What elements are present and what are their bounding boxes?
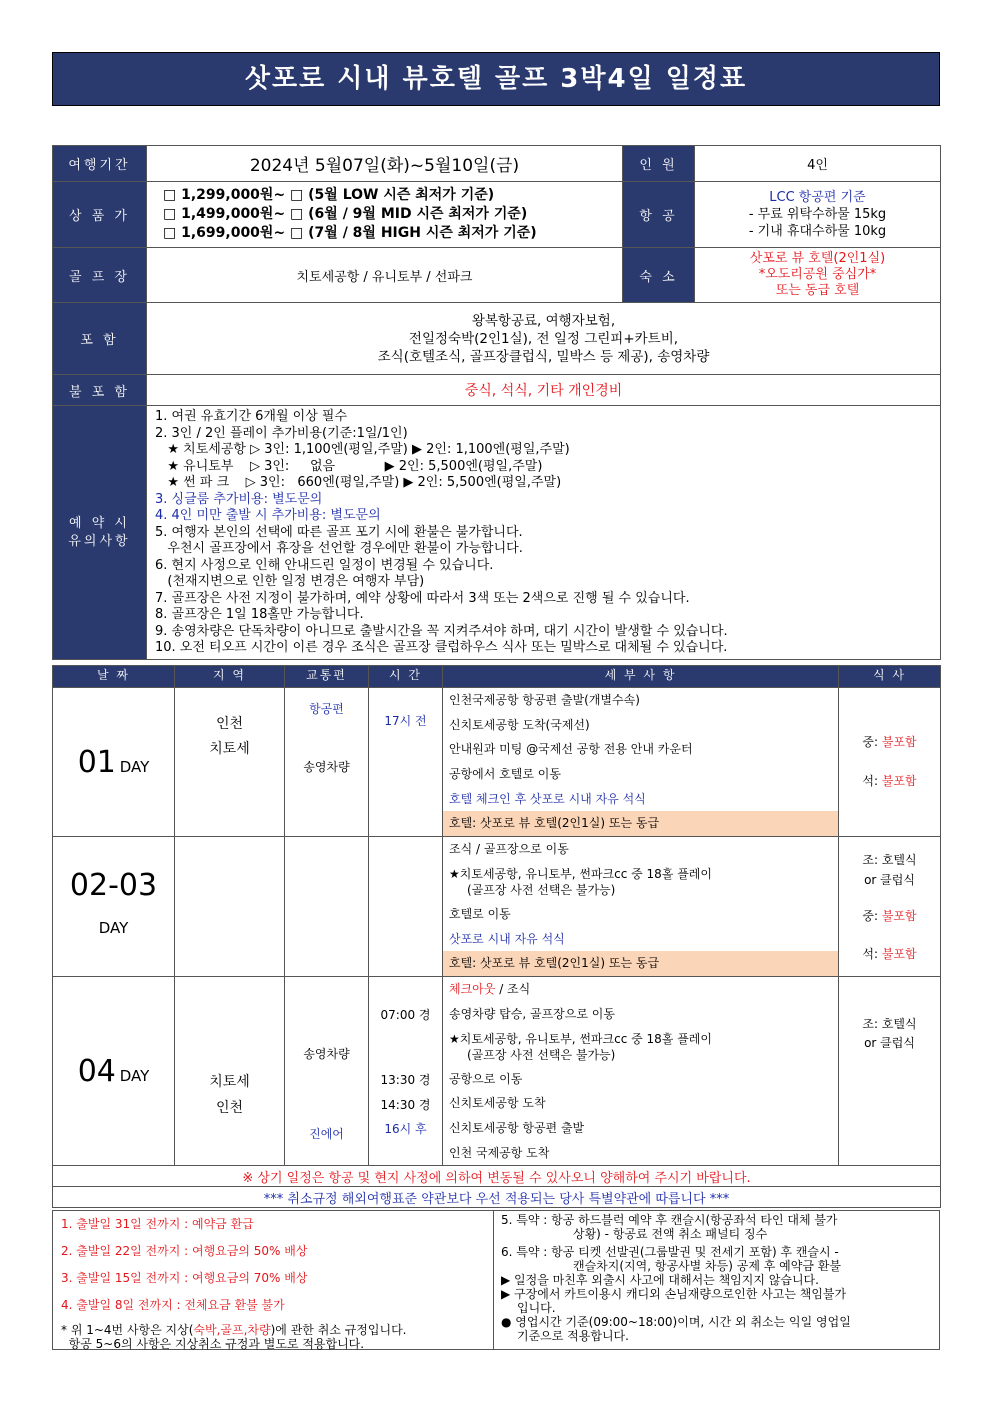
- detail-line: 조식 / 골프장으로 이동: [449, 842, 569, 857]
- day1-transport-2: 송영차량: [303, 760, 350, 774]
- note-item: 5. 여행자 본인의 선택에 따른 골프 포기 시에 환불은 불가합니다.: [155, 524, 523, 540]
- note-item: 1. 여권 유효기간 6개월 이상 필수: [155, 409, 348, 424]
- meal-dinner: [839, 944, 940, 964]
- disclaimer: ▶ 구장에서 카트이용시 캐디외 손님재량으로인한 사고는 책임불가: [501, 1287, 847, 1301]
- day4-unit: DAY: [119, 1066, 150, 1085]
- meal-breakfast-alt: or 클럽식: [864, 1036, 915, 1051]
- day2-row: [53, 837, 941, 977]
- day2-meals: [839, 837, 941, 977]
- detail-line: 공항에서 호텔로 이동: [449, 767, 561, 782]
- golf-value: 치토세공항 / 유니토부 / 선파크: [147, 248, 623, 303]
- day1-row: [53, 688, 941, 837]
- meal-dinner-label: 석:: [862, 946, 882, 961]
- disclaimer-cont: 입니다.: [517, 1301, 556, 1315]
- detail-line: 인천 국제공항 도착: [449, 1145, 550, 1160]
- footnote-c: )에 관한 취소 규정입니다.: [270, 1323, 407, 1337]
- page-title: 삿포로 시내 뷰호텔 골프 3박4일 일정표: [52, 52, 940, 106]
- col-time: 시 간: [369, 666, 443, 688]
- cancel-right: [501, 1213, 931, 1343]
- day1-unit: DAY: [119, 757, 150, 776]
- note-item: 4. 4인 미만 출발 시 추가비용: 별도문의: [155, 508, 381, 523]
- meal-dinner: [839, 762, 940, 801]
- include-info: [147, 303, 941, 375]
- note-item: 우천시 골프장에서 휴장을 선언할 경우에만 환불이 가능합니다.: [155, 541, 523, 556]
- include-line-1: 왕복항공료, 여행자보험,: [471, 312, 616, 329]
- include-line-3: 조식(호텔조식, 골프장클럽식, 밀박스 등 제공), 송영차량: [377, 348, 710, 365]
- include-line-2: 전일정숙박(2인1실), 전 일정 그린피+카트비,: [408, 330, 679, 347]
- day4-meals: [839, 977, 941, 1166]
- meal-breakfast: 조: 호텔식: [862, 1017, 917, 1032]
- day4-region-2: 인천: [215, 1100, 244, 1117]
- detail-line: 호텔로 이동: [449, 906, 511, 921]
- golf-label: 골 프 장: [53, 248, 147, 303]
- time-airport-arrive: 14:30 경: [380, 1097, 431, 1112]
- schedule-table: [52, 665, 941, 1208]
- footnote-b: 숙박,골프,차량: [193, 1323, 271, 1337]
- day4-transport-1: 송영차량: [303, 1047, 350, 1062]
- special-terms-cont: 캔슬차지(지역, 항공사별 차등) 공제 후 예약금 환불: [573, 1259, 841, 1273]
- disclaimer: ▶ 일정을 마친후 외출시 사고에 대해서는 책임지지 않습니다.: [501, 1273, 819, 1287]
- meal-dinner-value: 불포함: [881, 774, 917, 789]
- note-item: 10. 오전 티오프 시간이 이른 경우 조식은 골프장 클럽하우스 식사 또는 밀박스로 대체될 수 있습니다.: [155, 640, 728, 655]
- day2-transport: [285, 837, 369, 977]
- air-line-1: LCC 항공편 기준: [769, 190, 866, 205]
- note-item: 6. 현지 사정으로 인해 안내드린 일정이 변경될 수 있습니다.: [155, 557, 494, 573]
- cancel-footnote: [61, 1323, 541, 1351]
- special-terms: 6. 특약 : 항공 티켓 선발권(그룹발권 및 전세기 포함) 후 캔슬시 -: [501, 1245, 839, 1259]
- meal-dinner-label: 석:: [862, 774, 882, 789]
- special-terms: 5. 특약 : 항공 하드블럭 예약 후 캔슬시(항공좌석 타인 대체 불가: [501, 1213, 838, 1227]
- detail-golf-note: (골프장 사전 선택은 불가능): [467, 882, 616, 897]
- meal-dinner-value: 불포함: [881, 946, 917, 961]
- note-item: 3. 싱글룸 추가비용: 별도문의: [155, 491, 323, 507]
- footnote-2: 항공 5~6의 사항은 지상취소 규정과 별도로 적용합니다.: [61, 1337, 365, 1351]
- detail-line: 안내원과 미팅 @국제선 공항 전용 안내 카운터: [449, 742, 693, 757]
- detail-line: [443, 977, 838, 1002]
- detail-line: [443, 862, 838, 902]
- meal-lunch-label: 중:: [862, 735, 882, 750]
- detail-line: 인천국제공항 항공편 출발(개별수속): [449, 693, 640, 707]
- detail-line: [443, 1027, 838, 1067]
- time-depart: 16시 후: [384, 1122, 427, 1137]
- divider: [493, 1211, 494, 1349]
- notes-list: [147, 406, 941, 660]
- day4-transport: [285, 977, 369, 1166]
- day1-number: 01: [77, 744, 116, 780]
- include-label: 포 함: [53, 303, 147, 375]
- day4-region: [175, 977, 285, 1166]
- note-item: 9. 송영차량은 단독차량이 아니므로 출발시간을 꼭 지켜주셔야 하며, 대기 시간이 발생할 수 있습니다.: [155, 623, 728, 639]
- col-date: 날 짜: [53, 666, 175, 688]
- exclude-value: 중식, 석식, 기타 개인경비: [147, 375, 941, 406]
- day4-time: [369, 977, 443, 1166]
- notes-label-line-1: 예 약 시: [69, 515, 130, 531]
- day2-number: 02-03: [69, 867, 158, 903]
- day2-time: [369, 837, 443, 977]
- air-label: 항 공: [623, 182, 695, 248]
- day1-region-1: 인천: [215, 716, 244, 732]
- note-item: 2. 3인 / 2인 플레이 추가비용(기준:1일/1인): [155, 425, 408, 441]
- day1-label: [53, 688, 175, 837]
- note-item: (천재지변으로 인한 일정 변경은 여행자 부담): [155, 574, 425, 589]
- meal-breakfast-alt: or 클럽식: [864, 872, 915, 887]
- detail-line: 호텔 체크인 후 삿포로 시내 자유 석식: [449, 791, 646, 806]
- footnote-a: * 위 1~4번 사항은 지상(: [61, 1323, 194, 1337]
- meal-lunch-value: 불포함: [881, 735, 917, 750]
- detail-line: 신치토세공항 도착(국제선): [449, 717, 590, 732]
- air-info: [695, 182, 941, 248]
- day1-transport-1: 항공편: [309, 702, 344, 716]
- people-label: 인 원: [623, 146, 695, 182]
- cancel-rule: 1. 출발일 31일 전까지 : 예약금 환급: [61, 1217, 254, 1231]
- business-hours-cont: 기준으로 적용합니다.: [517, 1329, 629, 1343]
- info-table: [52, 145, 941, 660]
- meal-lunch: [839, 723, 940, 762]
- day2-label: [53, 837, 175, 977]
- day4-label: [53, 977, 175, 1166]
- time-checkout: 07:00 경: [380, 1008, 431, 1023]
- col-details: 세 부 사 항: [443, 666, 839, 688]
- day2-region: [175, 837, 285, 977]
- meal-lunch-value: 불포함: [881, 908, 917, 923]
- hotel-info: [695, 248, 941, 303]
- cancel-policy-title: *** 취소규정 해외여행표준 약관보다 우선 적용되는 당사 특별약관에 따릅니다 ***: [53, 1187, 941, 1208]
- hotel-line-2: *오도리공원 중심가*: [758, 267, 877, 282]
- price-low: □ 1,299,000원~ □ (5월 LOW 시즌 최저가 기준): [163, 187, 495, 203]
- hotel-line-3: 또는 동급 호텔: [775, 283, 860, 298]
- price-label: 상 품 가: [53, 182, 147, 248]
- hotel-line-1: 삿포로 뷰 호텔(2인1실): [749, 251, 886, 266]
- exclude-label: 불 포 함: [53, 375, 147, 406]
- note-item: ★ 치토세공항 ▷ 3인: 1,100엔(평일,주말) ▶ 2인: 1,100엔(평일,주말): [155, 442, 570, 457]
- day4-region-1: 치토세: [209, 1074, 250, 1091]
- day1-region: [175, 688, 285, 837]
- time-airport-move: 13:30 경: [380, 1072, 431, 1087]
- day1-meals: [839, 688, 941, 837]
- detail-line: 신치토세공항 항공편 출발: [449, 1120, 585, 1135]
- detail-golf: ★치토세공항, 유니토부, 썬파크cc 중 18홀 플레이: [449, 866, 712, 881]
- detail-line: 송영차량 탑승, 골프장으로 이동: [449, 1006, 615, 1021]
- day1-details: [443, 688, 839, 837]
- special-terms-cont: 상황) - 항공료 전액 취소 패널티 징수: [573, 1227, 768, 1241]
- day2-unit: DAY: [98, 918, 129, 937]
- detail-line: 삿포로 시내 자유 석식: [449, 931, 565, 946]
- time-spacer: [369, 1028, 442, 1068]
- col-meals: 식 사: [839, 666, 941, 688]
- cancel-rule: 3. 출발일 15일 전까지 : 여행요금의 70% 배상: [61, 1271, 308, 1285]
- day4-details: [443, 977, 839, 1166]
- note-item: 7. 골프장은 사전 지정이 불가하며, 예약 상황에 따라서 3색 또는 2색으로 진행 될 수 있습니다.: [155, 590, 690, 606]
- col-transport: 교통편: [285, 666, 369, 688]
- period-value: 2024년 5월07일(화)~5월10일(금): [147, 146, 623, 182]
- notes-label: [53, 406, 147, 660]
- cancel-rule: 4. 출발일 8일 전까지 : 전체요금 환불 불가: [61, 1298, 285, 1312]
- price-high: □ 1,699,000원~ □ (7월 / 8월 HIGH 시즌 최저가 기준): [163, 225, 537, 241]
- people-value: 4인: [695, 146, 941, 182]
- detail-line: 공항으로 이동: [449, 1071, 523, 1086]
- day1-transport: [285, 688, 369, 837]
- detail-checkout: 체크아웃: [449, 982, 496, 997]
- meal-lunch-label: 중:: [862, 908, 882, 923]
- detail-breakfast: / 조식: [495, 982, 531, 997]
- detail-line: 신치토세공항 도착: [449, 1096, 546, 1111]
- hotel-label: 숙 소: [623, 248, 695, 303]
- detail-golf-note: (골프장 사전 선택은 불가능): [467, 1047, 616, 1062]
- cancel-left: [61, 1215, 541, 1351]
- business-hours: ● 영업시간 기준(09:00~18:00)이며, 시간 외 취소는 익일 영업일: [501, 1315, 851, 1329]
- cancel-rule: 2. 출발일 22일 전까지 : 여행요금의 50% 배상: [61, 1244, 308, 1258]
- detail-hotel: 호텔: 삿포로 뷰 호텔(2인1실) 또는 동급: [443, 811, 838, 836]
- note-item: ★ 유니토부 ▷ 3인: 없음 ▶ 2인: 5,500엔(평일,주말): [155, 458, 543, 474]
- day1-time: 17시 전: [369, 688, 443, 837]
- note-item: 8. 골프장은 1일 18홀만 가능합니다.: [155, 607, 364, 622]
- day4-number: 04: [77, 1053, 116, 1089]
- cancel-section: [52, 1210, 940, 1350]
- air-line-3: - 기내 휴대수하물 10kg: [748, 224, 887, 239]
- note-item: ★ 썬 파 크 ▷ 3인: 660엔(평일,주말) ▶ 2인: 5,500엔(평일,주말): [155, 475, 562, 490]
- day2-details: [443, 837, 839, 977]
- day4-transport-2: 진에어: [309, 1127, 344, 1142]
- day4-row: [53, 977, 941, 1166]
- detail-hotel: 호텔: 삿포로 뷰 호텔(2인1실) 또는 동급: [443, 951, 838, 976]
- meal-breakfast: 조: 호텔식: [862, 852, 917, 867]
- detail-golf: ★치토세공항, 유니토부, 썬파크cc 중 18홀 플레이: [449, 1031, 712, 1046]
- col-region: 지 역: [175, 666, 285, 688]
- air-line-2: - 무료 위탁수하물 15kg: [748, 207, 887, 222]
- schedule-notice: ※ 상기 일정은 항공 및 현지 사정에 의하여 변동될 수 있사오니 양해하여 주시기 바랍니다.: [53, 1166, 941, 1187]
- price-list: [147, 182, 623, 248]
- day1-region-2: 치토세: [209, 741, 250, 757]
- meal-lunch: [839, 906, 940, 926]
- period-label: 여행기간: [53, 146, 147, 182]
- price-mid: □ 1,499,000원~ □ (6월 / 9월 MID 시즌 최저가 기준): [163, 206, 528, 222]
- notes-label-line-2: 유의사항: [68, 533, 131, 549]
